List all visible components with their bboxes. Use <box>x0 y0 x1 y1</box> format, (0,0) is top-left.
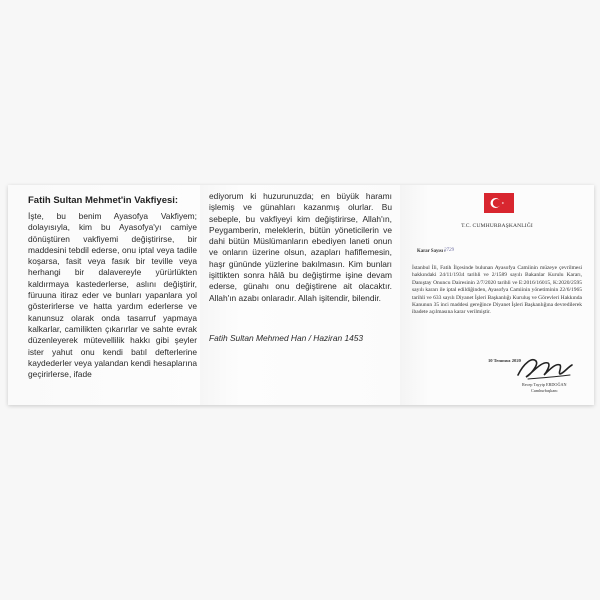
signer-name: Recep Tayyip ERDOĞAN <box>522 382 567 387</box>
signer-title: Cumhurbaşkanı <box>531 388 558 393</box>
left-panel <box>8 185 201 405</box>
decree-date: 10 Temmuz 2020 <box>488 358 521 363</box>
decree-text: İstanbul İli, Fatih İlçesinde bulunan Ayasofya Camiinin müzeye çevrilmesi hakkındaki 24/11/1934 tarihli ve 2/1589 sayılı Bakanlar Kurulu Kararı, Danıştay Onuncu Dairesinin 2/7/2020 tarihli ve E:2016/16015, K:2020/2595 sayılı kararı ile iptal edildiğinden, Ayasofya Camiinin yönetiminin 22/6/1965 tarihli ve 633 sayılı Diyanet İşleri Başkanlığı Kuruluş ve Görevleri Hakkında Kanunun 35 inci maddesi gereğince Diyanet İşleri Başkanlığına devredilerek ibadete açılmasına karar verilmiştir. <box>412 265 582 316</box>
vakfiye-card <box>8 185 594 405</box>
turkish-flag-icon <box>484 193 514 213</box>
vakfiye-text-part-2: ediyorum ki huzurunuzda; en büyük haramı işlemiş ve günahları kazanmış olurlar. Bu sebeple, bu vakfiyeyi kim değiştirirse, Allah'ın, Peygamberin, meleklerin, bütün yöneticilerin ve dahi bütün Müslümanların ebediyen laneti onun ve onların üzerine olsun, azapları hafiflemesin, haşr gününde yüzlerine bakılmasın. Kim bunları işittikten sonra hâlâ bu değiştirme işine devam ederse, günahı onu değiştirene ait olacaktır. Allah'ın azabı onlaradır. Allah işitendir, bilendir. <box>209 191 392 303</box>
decision-number-label: Karar Sayısı : <box>417 249 446 254</box>
presidency-heading: T.C. CUMHURBAŞKANLIĞI <box>461 223 533 229</box>
signature-scribble-icon <box>514 353 576 383</box>
middle-panel <box>200 185 401 405</box>
vakfiye-title: Fatih Sultan Mehmet'in Vakfiyesi: <box>28 195 179 206</box>
vakfiye-text-part-1: İşte, bu benim Ayasofya Vakfiyem; dolayısıyla, kim bu Ayasofya'yı camiye dönüştüren vakfiyemi değiştirirse, bir maddesini tebdil ederse, onu iptal veya tadile koşarsa, fasit veya fasık bir teville veya herhangi bir dalavereyle yürürlükten kaldırmaya kastederlerse, aslını değiştirir, füruuna itiraz eder ve bunları yapanlara yol gösterirlerse ve hatta yardım ederlerse ve kanunsuz olarak onda tasarruf yapmaya kalkarlar, camilikten çıkarırlar ve sahte evrak düzenleyerek mütevellilik hakkı gibi şeyler ister yahut onu kendi batıl defterlerine kaydederler veya yalandan kendi hesaplarına geçirirlerse, ifade <box>28 211 197 380</box>
decision-number-value: 2729 <box>444 248 454 253</box>
right-panel <box>400 185 594 405</box>
vakfiye-signature: Fatih Sultan Mehmed Han / Haziran 1453 <box>209 333 364 343</box>
